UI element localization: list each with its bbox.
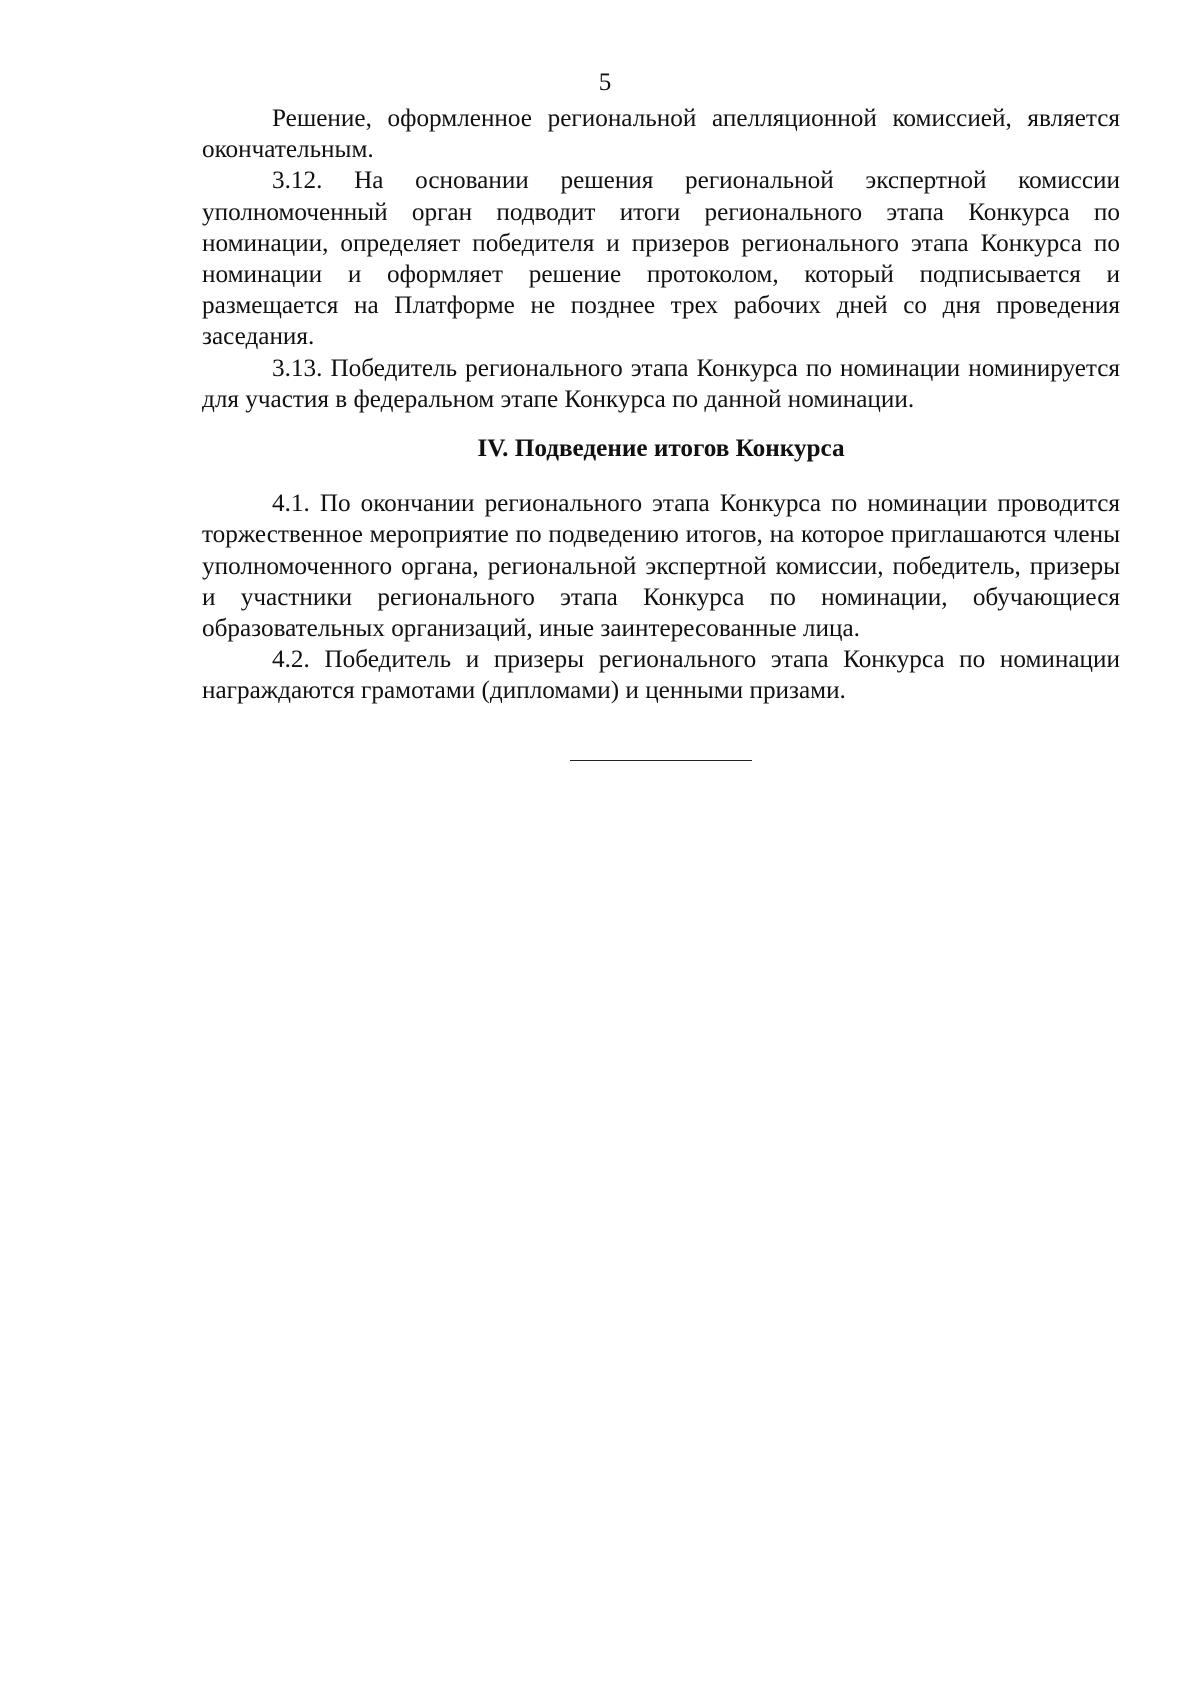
paragraph-4-1: 4.1. По окончании регионального этапа Конкурса по номинации проводится торжественное мероприятие по подведению итогов, на которое приглашаются члены уполномоченного органа, региональной экспертной комиссии, победитель, призеры и участники регионального этапа Конкурса по номинации, обучающиеся образовательных организаций, иные заинтересованные лица. (202, 490, 1120, 643)
document-body (202, 103, 1120, 707)
page-number: 5 (598, 69, 612, 96)
paragraph-4-2: 4.2. Победитель и призеры регионального этапа Конкурса по номинации награждаются грамотами (дипломами) и ценными призами. (202, 646, 1120, 705)
closing-rule-divider (570, 760, 752, 761)
paragraph-final-decision: Решение, оформленное региональной апелляционной комиссией, является окончательным. (202, 105, 1120, 164)
paragraph-3-13: 3.13. Победитель регионального этапа Конкурса по номинации номинируется для участия в федеральном этапе Конкурса по данной номинации. (202, 354, 1120, 413)
paragraph-3-12: 3.12. На основании решения региональной экспертной комиссии уполномоченный орган подводит итоги регионального этапа Конкурса по номинации, определяет победителя и призеров регионального этапа Конкурса по номинации и оформляет решение протоколом, который подписывается и размещается на Платформе не позднее трех рабочих дней со дня проведения заседания. (202, 167, 1120, 351)
section-heading-iv: IV. Подведение итогов Конкурса (477, 435, 845, 463)
